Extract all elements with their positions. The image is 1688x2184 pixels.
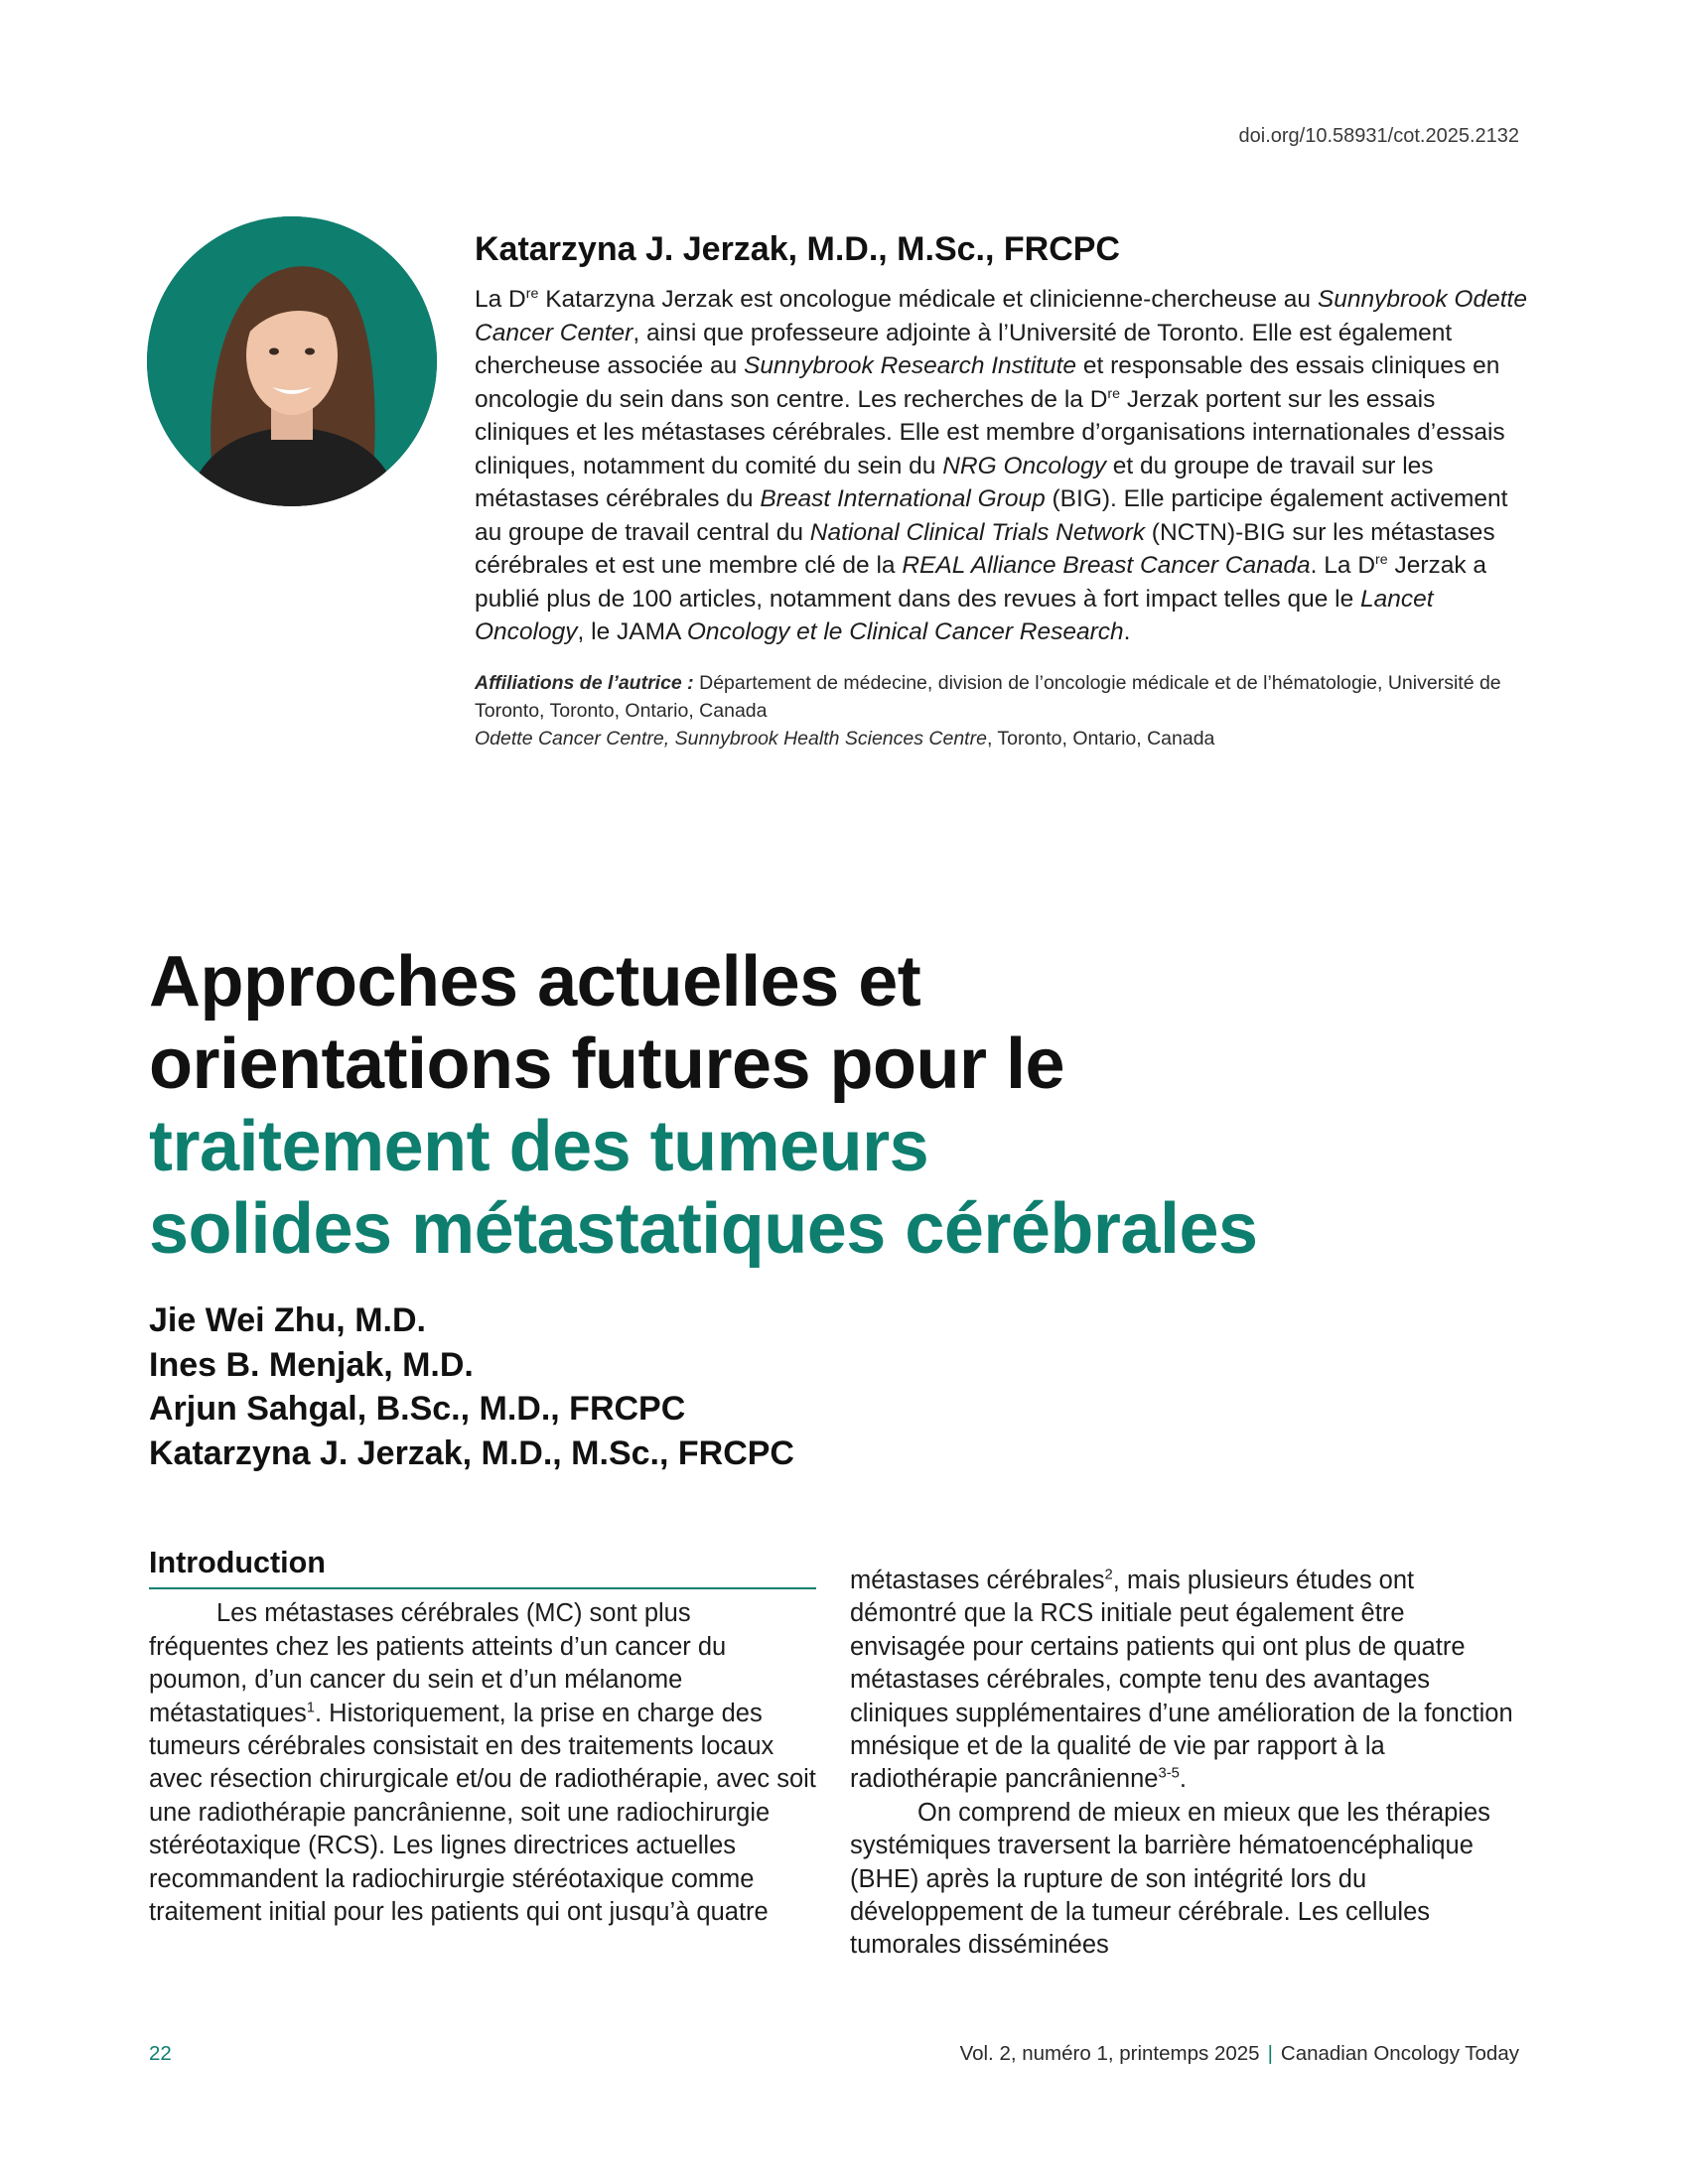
author-name: Arjun Sahgal, B.Sc., M.D., FRCPC [149,1390,686,1428]
author-photo [147,216,437,506]
author-name: Katarzyna J. Jerzak, M.D., M.Sc., FRCPC [149,1433,794,1472]
article-title [149,941,1539,1271]
author-name: Ines B. Menjak, M.D. [149,1345,474,1384]
journal-name: Canadian Oncology Today [1280,2042,1519,2065]
section-heading-introduction: Introduction [149,1547,816,1589]
title-line-3: traitement des tumeurs [149,1107,929,1186]
citation-ref: 3-5 [1158,1765,1180,1782]
author-bio [475,230,1529,752]
body-column-right [850,1565,1517,1963]
title-line-4: solides métastatiques cérébrales [149,1189,1258,1269]
body-paragraph: On comprend de mieux en mieux que les thérapies systémiques traversent la barrière hématoencéphalique (BHE) après la rupture de son intégrité lors du développement de la tumeur cérébrale. Les cellules tumorales disséminées [850,1798,1490,1960]
title-line-2: orientations futures pour le [149,1024,1065,1104]
citation-ref: 1 [306,1700,315,1716]
affiliations-label: Affiliations de l’autrice : [475,671,694,694]
bio-name: Katarzyna J. Jerzak, M.D., M.Sc., FRCPC [475,230,1120,268]
author-name: Jie Wei Zhu, M.D. [149,1301,426,1339]
page-number: 22 [149,2042,172,2065]
issue-info: Vol. 2, numéro 1, printemps 2025 [959,2042,1260,2065]
body-column-left [149,1547,816,1929]
citation-ref: 2 [1104,1567,1113,1583]
body-paragraph: métastases cérébrales$^2$, mais plusieurs études ont démontré que la RCS initiale peut également être envisagée pour certains patients qui ont plus de quatre métastases cérébrales, compte tenu des avantages cliniques supplémentaires d’une amélioration de la fonction mnésique et de la qualité de vie par rapport à la radiothérapie pancrânienne$^{3-5}$. [850,1567,1513,1794]
author-list [149,1298,794,1475]
footer-separator: | [1267,2042,1273,2065]
doi-link[interactable]: doi.org/10.58931/cot.2025.2132 [1238,125,1519,147]
body-paragraph: Les métastases cérébrales (MC) sont plus fréquentes chez les patients atteints d’un cancer du poumon, d’un cancer du sein et d’un mélanome métastatiques$^1$. Historiquement, la prise en charge des tumeurs cérébrales consistait en des traitements locaux avec résection chirurgicale et/ou de radiothérapie, avec soit une radiothérapie pancrânienne, soit une radiochirurgie stéréotaxique (RCS). Les lignes directrices actuelles recommandent la radiochirurgie stéréotaxique comme traitement initial pour les patients qui ont jusqu’à quatre [149,1599,816,1927]
journal-info [960,2042,1519,2066]
bio-text: La Dre Katarzyna Jerzak est oncologue médicale et clinicienne-chercheuse au Sunnybrook Odette Cancer Center, ainsi que professeure adjointe à l’Université de Toronto. Elle est également chercheuse associée au Sunnybrook Research Institute et responsable des essais cliniques en oncologie du sein dans son centre. Les recherches de la Dre Jerzak portent sur les essais cliniques et les métastases cérébrales. Elle est membre d’organisations internationales d’essais cliniques, notamment du comité du sein du NRG Oncology et du groupe de travail sur les métastases cérébrales du Breast International Group (BIG). Elle participe également activement au groupe de travail central du National Clinical Trials Network (NCTN)-BIG sur les métastases cérébrales et est une membre clé de la REAL Alliance Breast Cancer Canada. La Dre Jerzak a publié plus de 100 articles, notamment dans des revues à fort impact telles que le Lancet Oncology, le JAMA Oncology et le Clinical Cancer Research. [475,285,1527,646]
title-line-1: Approches actuelles et [149,942,921,1022]
author-affiliations: Affiliations de l’autrice : Département de médecine, division de l’oncologie médicale et de l’hématologie, Université de Toronto, Toronto, Ontario, Canada Odette Cancer Centre, Sunnybrook Health Sciences Centre, Toronto, Ontario, Canada [475,671,1501,750]
